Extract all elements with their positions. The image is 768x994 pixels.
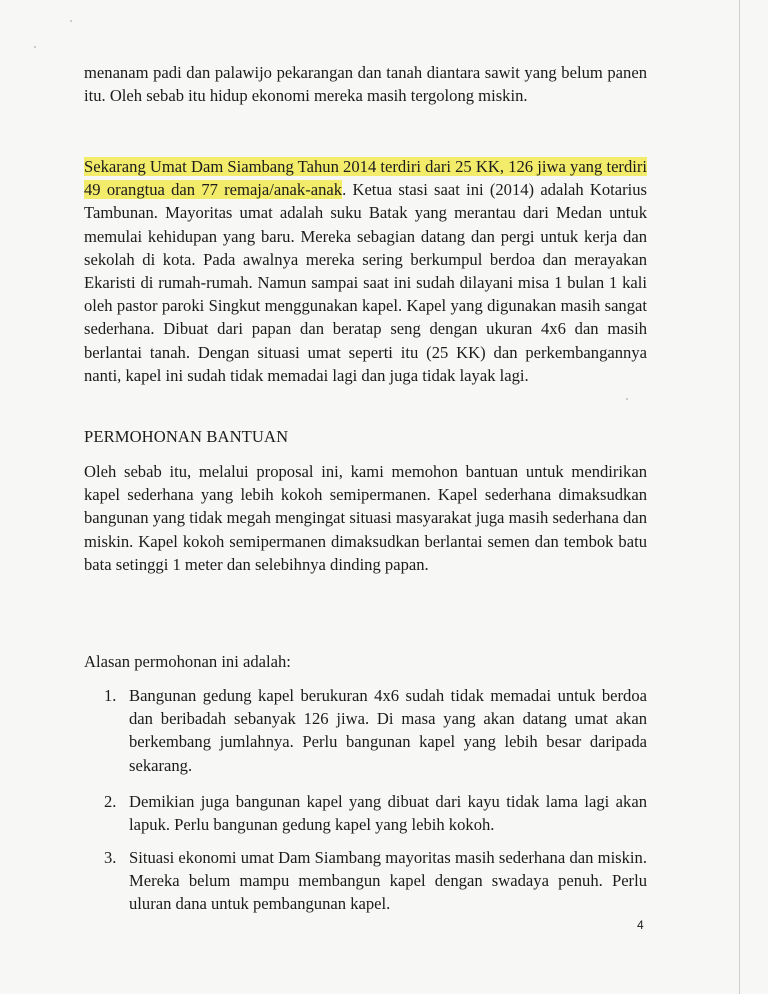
list-text: Demikian juga bangunan kapel yang dibuat dari kayu tidak lama lagi akan lapuk. Perlu bangunan gedung kapel yang lebih kokoh. [129, 792, 647, 835]
list-number: 3. [104, 848, 117, 867]
list-text: Bangunan gedung kapel berukuran 4x6 sudah tidak memadai untuk berdoa dan beribadah sebanyak 126 jiwa. Di masa yang akan datang umat akan berkembang jumlahnya. Perlu bangunan kapel yang lebih besar daripada sekarang. [129, 686, 647, 775]
paragraph-request: Oleh sebab itu, melalui proposal ini, kami memohon bantuan untuk mendirikan kapel sederhana yang lebih kokoh semipermanen. Kapel sederhana dimaksudkan bangunan yang tidak megah mengingat situasi masyarakat juga masih sederhana dan miskin. Kapel kokoh semipermanen dimaksudkan berlantai semen dan tembok batu bata setinggi 1 meter dan selebihnya dinding papan. [84, 462, 647, 574]
scan-speck [70, 20, 72, 22]
list-number: 1. [104, 686, 117, 705]
scan-speck [626, 398, 628, 400]
scan-speck [34, 46, 36, 48]
page-number: 4 [637, 918, 644, 932]
section-heading: PERMOHONAN BANTUAN [84, 427, 289, 446]
list-intro: Alasan permohonan ini adalah: [84, 652, 291, 671]
paragraph-community-rest: . Ketua stasi saat ini (2014) adalah Kotarius Tambunan. Mayoritas umat adalah suku Batak yang merantau dari Medan untuk memulai kehidupan yang baru. Mereka sebagian datang dan pergi untuk kerja dan sekolah di kota. Pada awalnya mereka sering berkumpul berdoa dan merayakan Ekaristi di rumah-rumah. Namun sampai saat ini sudah dilayani misa 1 bulan 1 kali oleh pastor paroki Singkut menggunakan kapel. Kapel yang digunakan masih sangat sederhana. Dibuat dari papan dan beratap seng dengan ukuran 4x6 dan masih berlantai tanah. Dengan situasi umat seperti itu (25 KK) dan perkembangannya nanti, kapel ini sudah tidak memadai lagi dan juga tidak layak lagi. [84, 180, 648, 385]
page-edge-line [739, 0, 740, 994]
highlighted-text: Sekarang Umat Dam Siambang Tahun 2014 terdiri dari 25 KK, 126 jiwa yang terdiri 49 orangtua dan 77 remaja/anak-anak [84, 157, 647, 200]
list-text: Situasi ekonomi umat Dam Siambang mayoritas masih sederhana dan miskin. Mereka belum mampu membangun kapel dengan swadaya penuh. Perlu uluran dana untuk pembangunan kapel. [129, 848, 647, 914]
paragraph-economy: menanam padi dan palawijo pekarangan dan tanah diantara sawit yang belum panen itu. Oleh sebab itu hidup ekonomi mereka masih tergolong miskin. [84, 63, 647, 106]
list-number: 2. [104, 792, 117, 811]
paragraph-community [84, 155, 647, 387]
